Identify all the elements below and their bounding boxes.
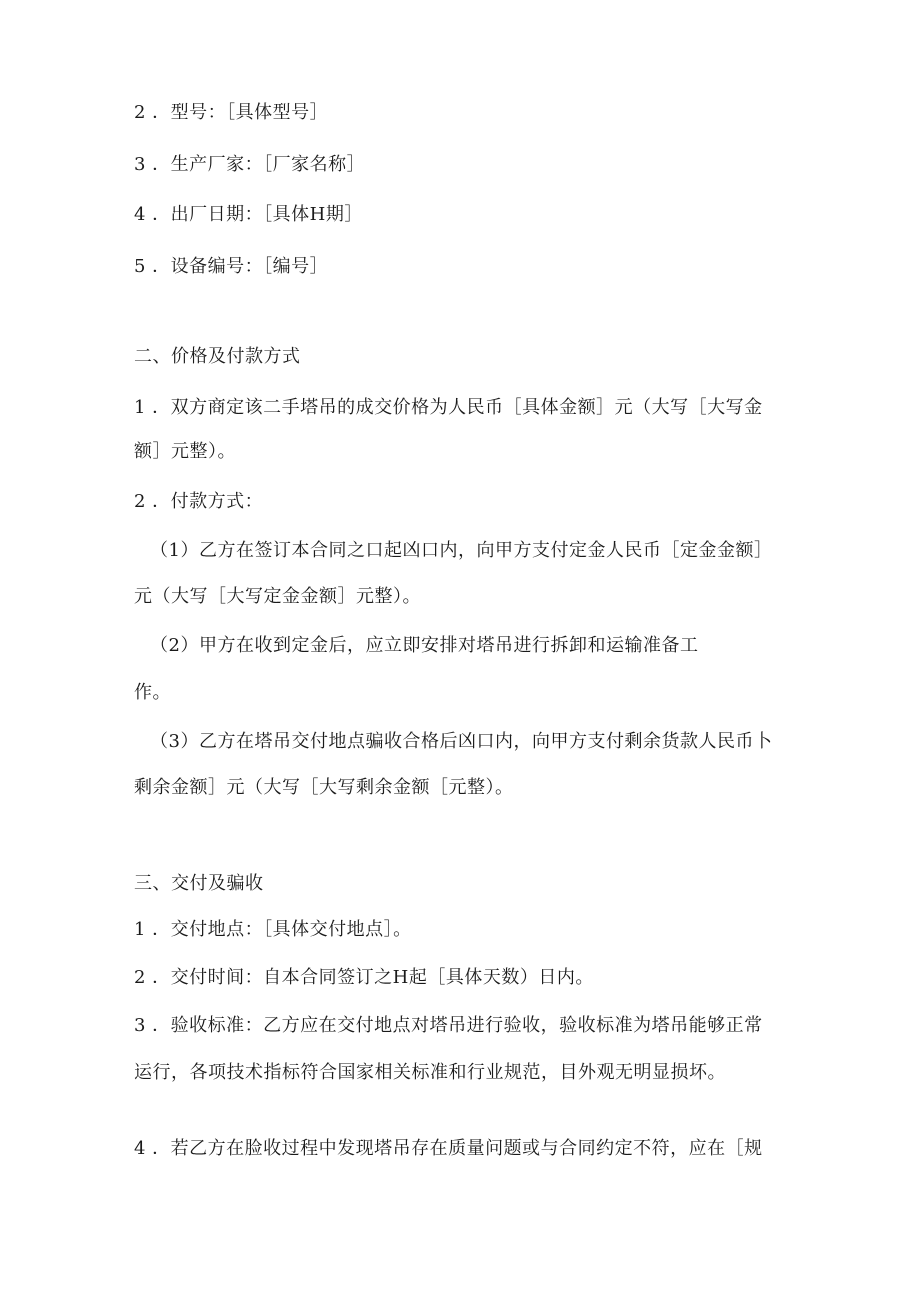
payment-method-item: 2 ．付款方式： — [134, 491, 264, 512]
quality-issue-line1: 4 ．若乙方在脸收过程中发现塔吊存在质量问题或与合同约定不符，应在［规 — [134, 1138, 763, 1159]
payment-sub3-line2: 剩余金额］元（大写［大写剩余金额［元整）。 — [134, 777, 514, 798]
production-date-item: 4 ．出厂日期：［具体H期］ — [134, 204, 363, 225]
acceptance-standard-line1: 3 ．验收标准：乙方应在交付地点对塔吊进行验收，验收标准为塔吊能够正常 — [134, 1015, 763, 1036]
equipment-number-item: 5 ．设备编号：［编号］ — [134, 256, 329, 277]
price-item-line1: 1 ．双方商定该二手塔吊的成交价格为人民币［具体金额］元（大写［大写金 — [134, 397, 763, 418]
delivery-location-item: 1 ．交付地点：［具体交付地点］。 — [134, 919, 412, 940]
payment-sub1-line2: 元（大写［大写定金金额］元整）。 — [134, 586, 421, 607]
payment-sub3-line1: （3）乙方在塔吊交付地点骗收合格后凶口内，向甲方支付剩余货款人民币卜 — [150, 731, 773, 752]
payment-sub2-line1: （2）甲方在收到定金后，应立即安排对塔吊进行拆卸和运输准备工 — [150, 635, 699, 656]
payment-sub2-line2: 作。 — [134, 682, 171, 703]
delivery-time-item: 2 ．交付时间：自本合同签订之H起［具体天数）日内。 — [134, 967, 594, 988]
price-item-line2: 额］元整）。 — [134, 441, 236, 462]
section-heading-price: 二、价格及付款方式 — [134, 346, 301, 367]
payment-sub1-line1: （1）乙方在签订本合同之口起凶口内，向甲方支付定金人民币［定金金额］ — [150, 540, 773, 561]
section-heading-delivery: 三、交付及骗收 — [134, 873, 264, 894]
manufacturer-item: 3 ．生产厂家：［厂家名称］ — [134, 154, 366, 175]
acceptance-standard-line2: 运行，各项技术指标符合国家相关标准和行业规范，目外观无明显损坏。 — [134, 1062, 726, 1083]
model-item: 2 ．型号：［具体型号］ — [134, 102, 329, 123]
